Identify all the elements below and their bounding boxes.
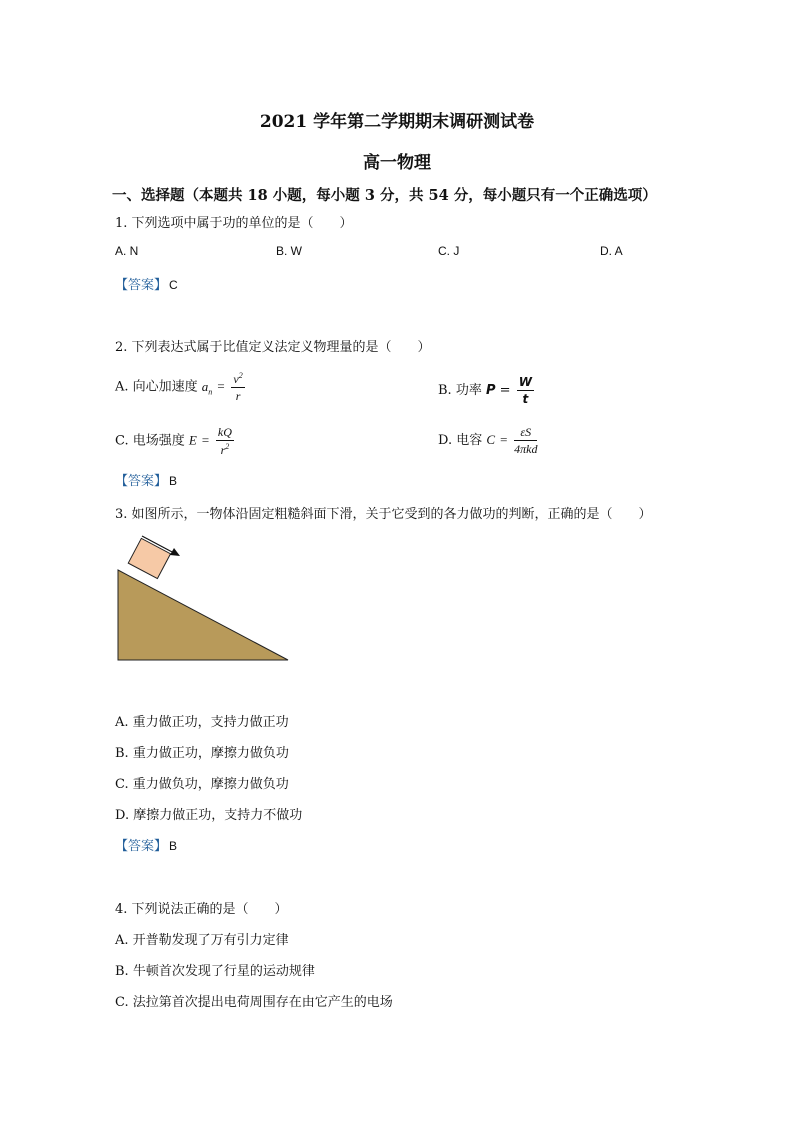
q2-option-a-lhs: $a_n$ xyxy=(201,378,213,397)
paper-subtitle: 高一物理 xyxy=(363,153,431,173)
q2-option-b-fraction: $\frac{W}{t}$ xyxy=(518,375,532,406)
q1-stem: 1. 下列选项中属于功的单位的是（ ） xyxy=(115,216,353,231)
q1-option-d: D. A xyxy=(600,244,623,258)
q2-option-a-label: A. 向心加速度 xyxy=(115,379,198,395)
section-heading: 一、选择题（本题共 18 小题，每小题 3 分，共 54 分，每小题只有一个正确选项） xyxy=(112,187,657,204)
q2-answer: 【答案】 B xyxy=(115,474,178,489)
incline-plane xyxy=(118,570,288,660)
q1-answer xyxy=(115,274,178,293)
q2-stem: 2. 下列表达式属于比值定义法定义物理量的是（ ） xyxy=(115,340,431,355)
q4-option-a: A. 开普勒发现了万有引力定律 xyxy=(115,933,289,948)
q3-stem: 3. 如图所示，一物体沿固定粗糙斜面下滑，关于它受到的各力做功的判断，正确的是（ ） xyxy=(115,507,652,522)
q4-stem: 4. 下列说法正确的是（ ） xyxy=(115,902,288,917)
q2-option-b-lhs: P xyxy=(485,383,496,398)
paper-title: 2021 学年第二学期期末调研测试卷 xyxy=(259,112,535,132)
q4-option-b: B. 牛顿首次发现了行星的运动规律 xyxy=(115,964,315,979)
q1-option-a: A. N xyxy=(115,244,139,258)
q2-option-c: C. 电场强度 E = $\frac{kQ}{r^2}$ xyxy=(115,425,232,457)
q2-option-d-lhs: C xyxy=(486,432,496,447)
q3-option-b: B. 重力做正功，摩擦力做负功 xyxy=(115,746,289,761)
q3-answer: 【答案】 B xyxy=(115,839,178,854)
q1-answer-value: C xyxy=(169,278,178,292)
answer-tag: 【答案】 xyxy=(115,278,168,293)
q3-answer-value: B xyxy=(169,839,178,853)
incline-diagram xyxy=(110,532,300,666)
q2-option-b: B. 功率 P = $\frac{W}{t}$ xyxy=(438,375,532,406)
q3-option-a: A. 重力做正功，支持力做正功 xyxy=(115,715,289,730)
q2-option-d-label: D. 电容 xyxy=(438,433,483,448)
q2-option-a-fraction: $\frac{v^2}{r}$ xyxy=(233,371,243,403)
q4-option-c: C. 法拉第首次提出电荷周围存在由它产生的电场 xyxy=(115,995,393,1010)
q2-option-c-fraction: $\frac{kQ}{r^2}$ xyxy=(217,425,232,457)
q2-option-a: A. 向心加速度 $a_n$ = $\frac{v^2}{r}$ xyxy=(115,371,243,403)
q1-option-c: C. J xyxy=(438,244,460,258)
q3-option-c: C. 重力做负功，摩擦力做负功 xyxy=(115,777,289,792)
sliding-block xyxy=(128,538,170,578)
q2-option-c-lhs: E xyxy=(188,432,197,448)
q2-option-d-fraction: $\frac{\varepsilon S}{\text{4πkd}}$ xyxy=(514,425,538,456)
q1-option-b: B. W xyxy=(276,244,302,258)
q2-option-c-label: C. 电场强度 xyxy=(115,433,185,449)
q2-answer-value: B xyxy=(169,474,178,488)
q2-option-d: D. 电容 C = $\frac{\varepsilon S}{\text{4πkd}}$ xyxy=(438,425,538,456)
q2-option-b-label: B. 功率 xyxy=(438,383,482,398)
q3-option-d: D. 摩擦力做正功，支持力不做功 xyxy=(115,808,303,823)
